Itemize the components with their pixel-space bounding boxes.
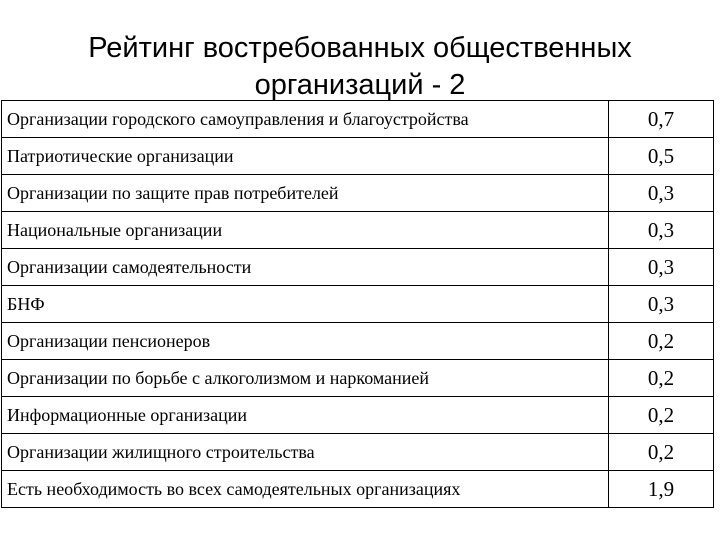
page-title — [0, 30, 720, 104]
organization-name: Информационные организации — [2, 397, 609, 434]
organization-name: Национальные организации — [2, 212, 609, 249]
rating-value: 0,2 — [609, 360, 714, 397]
organization-name: Организации пенсионеров — [2, 323, 609, 360]
organization-name: Патриотические организации — [2, 138, 609, 175]
organization-name: Организации самодеятельности — [2, 249, 609, 286]
organization-name: Есть необходимость во всех самодеятельных организациях — [2, 471, 609, 508]
rating-value: 0,2 — [609, 397, 714, 434]
table-row — [2, 138, 714, 175]
table-row — [2, 323, 714, 360]
table-row — [2, 249, 714, 286]
organization-name: Организации жилищного строительства — [2, 434, 609, 471]
rating-value: 0,3 — [609, 212, 714, 249]
table-row — [2, 360, 714, 397]
page-title-line-1: Рейтинг востребованных общественных — [88, 32, 632, 64]
table-row — [2, 397, 714, 434]
organization-name: Организации по защите прав потребителей — [2, 175, 609, 212]
rating-value: 1,9 — [609, 471, 714, 508]
rating-value: 0,2 — [609, 323, 714, 360]
rating-value: 0,3 — [609, 249, 714, 286]
rating-value: 0,3 — [609, 286, 714, 323]
table-row — [2, 286, 714, 323]
rating-table — [1, 100, 714, 508]
table-row — [2, 434, 714, 471]
rating-value: 0,3 — [609, 175, 714, 212]
rating-value: 0,2 — [609, 434, 714, 471]
table-row — [2, 212, 714, 249]
rating-value: 0,7 — [609, 101, 714, 138]
table-row — [2, 101, 714, 138]
table-row — [2, 175, 714, 212]
organization-name: Организации по борьбе с алкоголизмом и наркоманией — [2, 360, 609, 397]
organization-name: Организации городского самоуправления и благоустройства — [2, 101, 609, 138]
rating-value: 0,5 — [609, 138, 714, 175]
organization-name: БНФ — [2, 286, 609, 323]
page-title-line-2: организаций - 2 — [254, 69, 466, 101]
table-row — [2, 471, 714, 508]
